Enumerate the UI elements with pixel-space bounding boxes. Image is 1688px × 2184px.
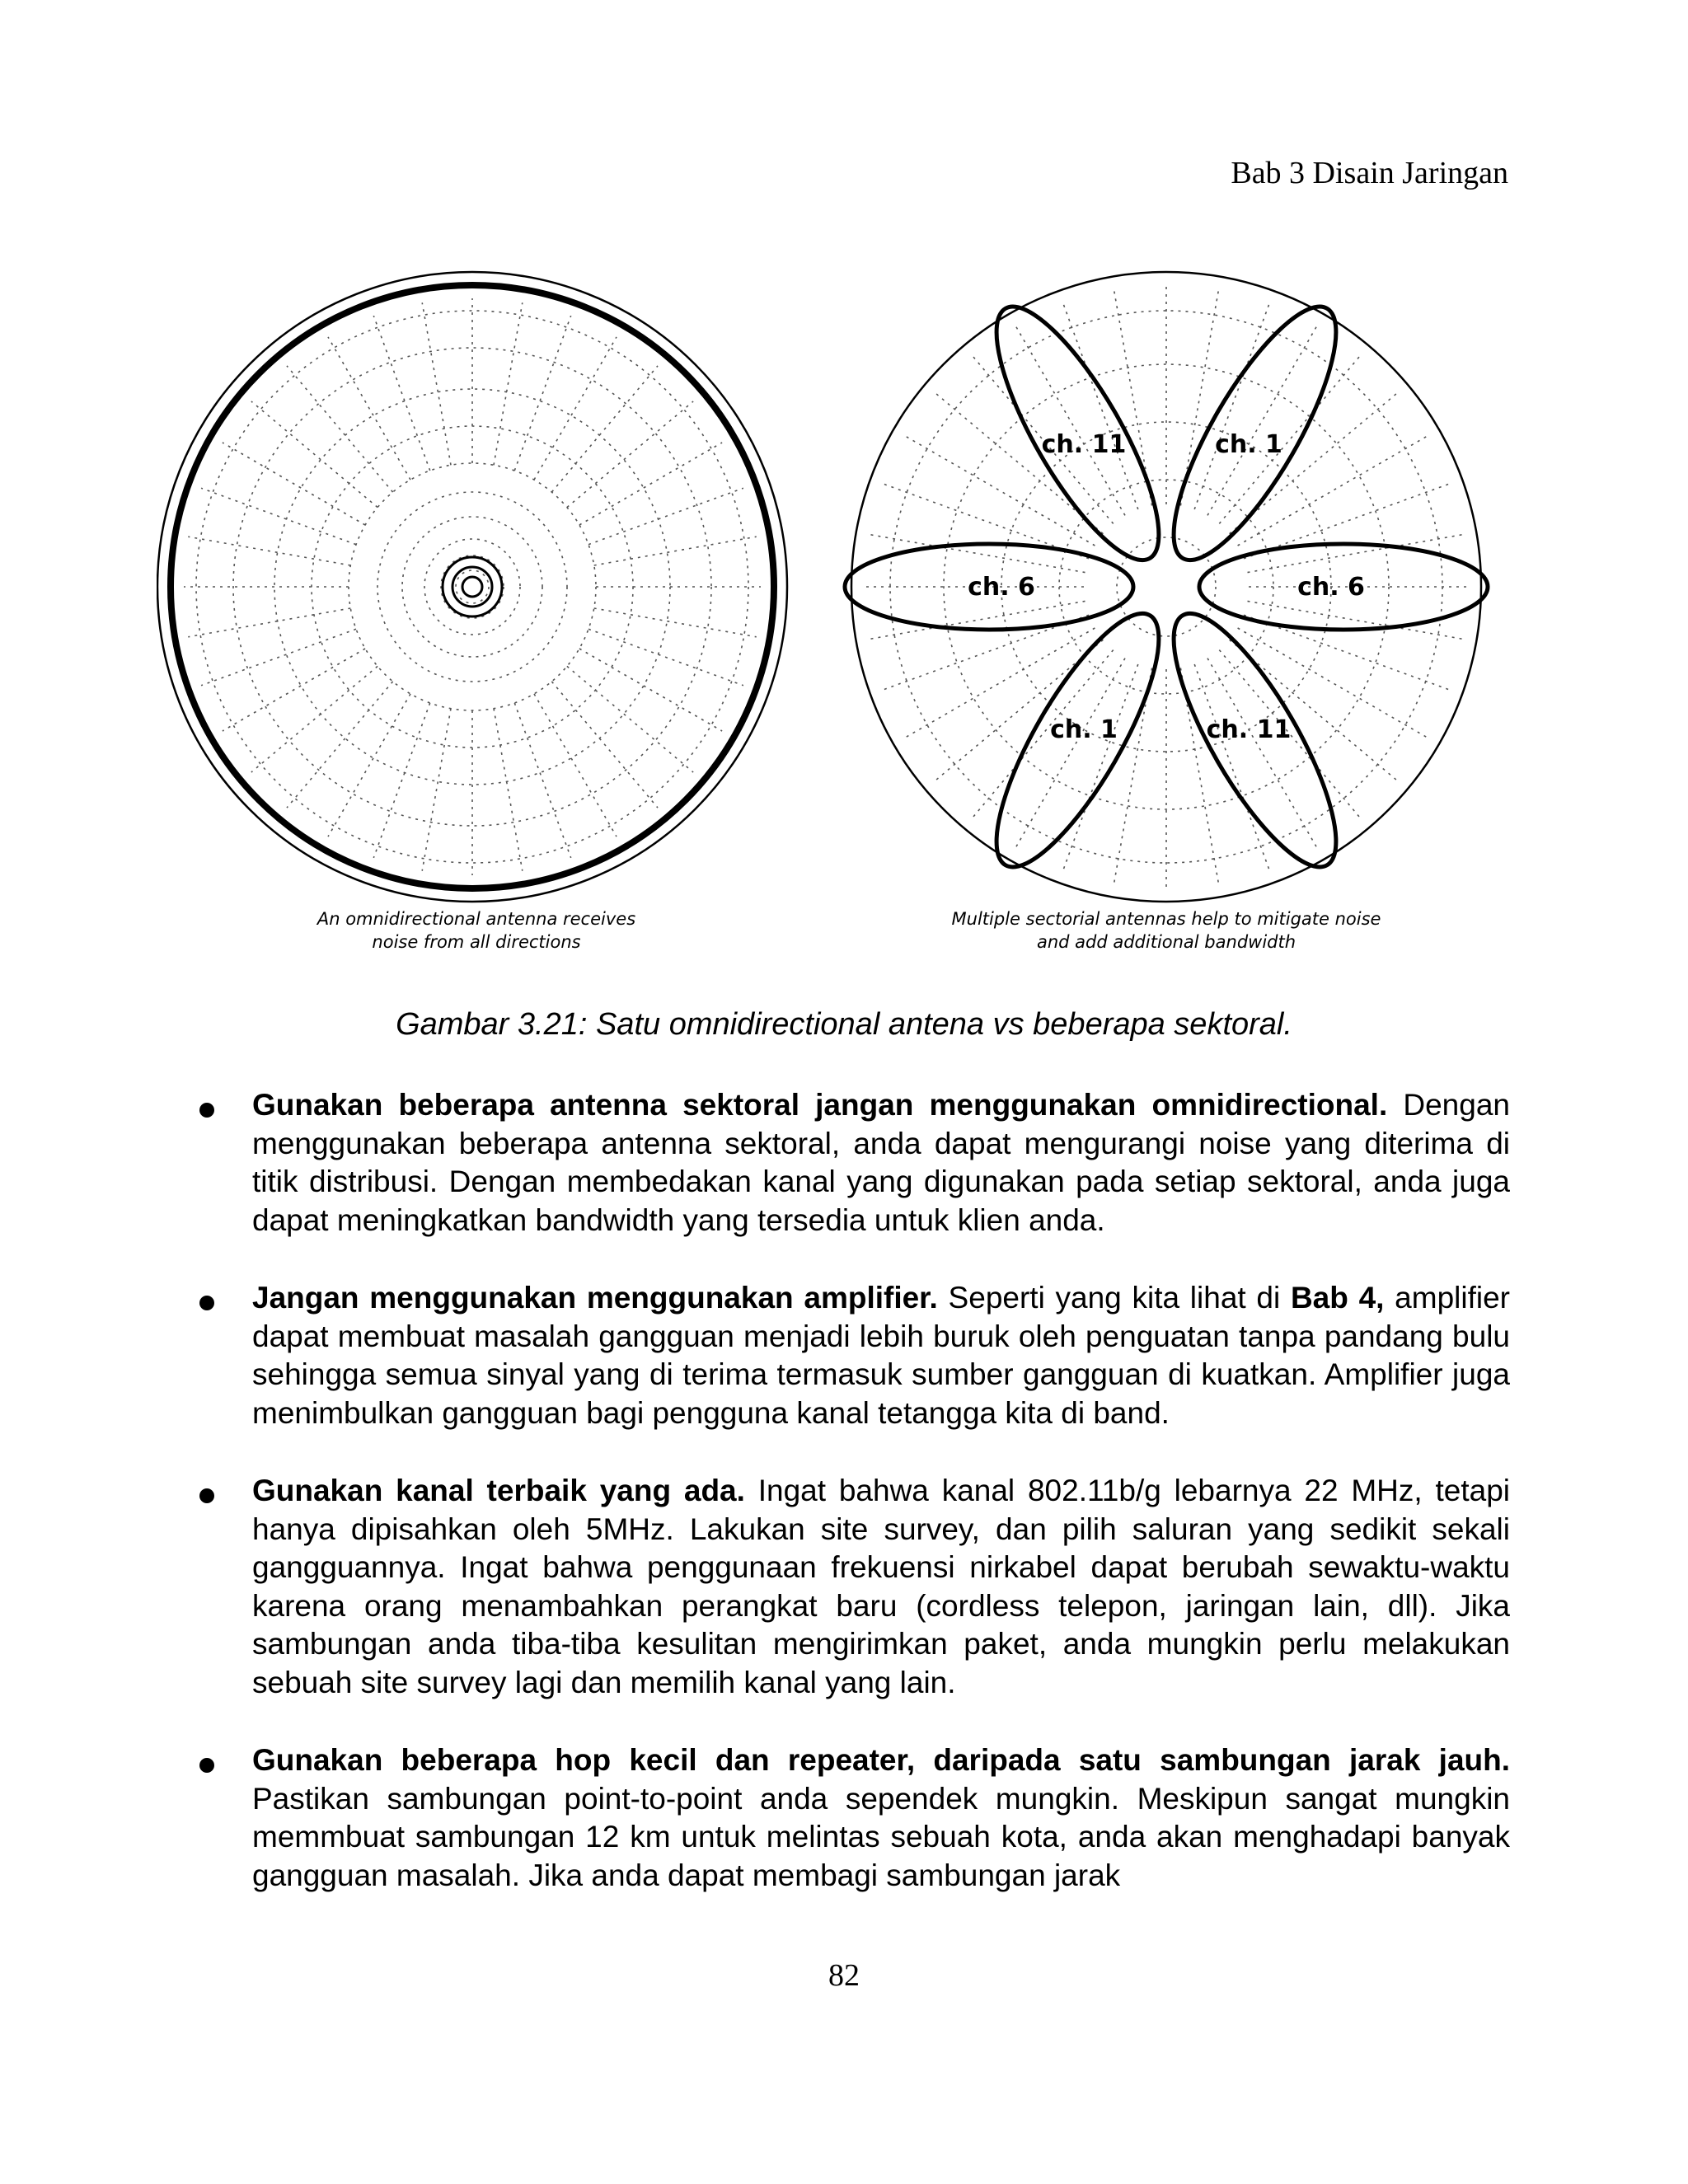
grid-spoke <box>1014 658 1125 851</box>
bullet-icon <box>199 1758 214 1773</box>
grid-spoke <box>1194 664 1270 874</box>
list-item <box>191 1741 1510 1895</box>
grid-spoke <box>1207 323 1319 516</box>
bold-lead: Jangan menggunakan menggunakan amplifier. <box>252 1281 938 1315</box>
grid-spoke <box>494 302 523 465</box>
bullet-icon <box>199 1488 214 1503</box>
grid-ring <box>312 426 633 748</box>
grid-spoke <box>594 608 757 637</box>
grid-ring <box>456 570 489 603</box>
right-figure-caption-line2: and add additional bandwidth <box>1036 932 1296 952</box>
paragraph <box>252 1472 1510 1702</box>
grid-spoke <box>201 488 356 544</box>
grid-spoke <box>534 694 617 837</box>
grid-spoke <box>251 666 377 772</box>
body-text: Ingat bahwa kanal 802.11b/g lebarnya 22 MHz, tetapi hanya dipisahkan oleh 5MHz. Lakukan site survey, dan pilih saluran yang sedikit sekali gangguannya. Ingat bahwa penggunaan frekuensi nirkabel dapat berubah sewaktu-waktu karena orang menambahkan perangkat baru (cordless telepon, jaringan lain, dll). Jika sambungan anda tiba-tiba kesulitan mengirimkan paket, anda mungkin perlu melakukan sebuah site survey lagi dan memilih kanal yang lain. <box>252 1474 1510 1699</box>
list-item <box>191 1279 1510 1432</box>
channel-label: ch. 1 <box>1215 429 1282 459</box>
right-figure-caption-line1: Multiple sectorial antennas help to mitigate noise <box>951 909 1381 929</box>
grid-spoke <box>328 694 410 837</box>
grid-spoke <box>551 682 658 808</box>
antenna-figure <box>157 247 1533 981</box>
grid-spoke <box>223 649 365 731</box>
bold-lead: Gunakan beberapa hop kecil dan repeater, daripada satu sambungan jarak jauh. <box>252 1743 1510 1777</box>
paragraph <box>252 1086 1510 1240</box>
omnidirectional-polar-plot <box>157 272 787 902</box>
figure-caption: Gambar 3.21: Satu omnidirectional antena vs beberapa sektoral. <box>396 1007 1292 1042</box>
tips-list <box>191 1086 1510 1934</box>
grid-spoke <box>567 401 693 508</box>
grid-spoke <box>567 666 693 772</box>
grid-spoke <box>579 649 722 731</box>
grid-spoke <box>188 537 350 565</box>
grid-spoke <box>1014 323 1125 516</box>
grid-spoke <box>188 608 350 637</box>
grid-spoke <box>494 709 523 871</box>
grid-spoke <box>1194 300 1270 509</box>
grid-spoke <box>514 703 570 858</box>
paragraph <box>252 1279 1510 1432</box>
grid-spoke <box>251 401 377 508</box>
bold-lead: Gunakan beberapa antenna sektoral jangan menggunakan omnidirectional. <box>252 1088 1388 1122</box>
list-item <box>191 1086 1510 1240</box>
body-text: amplifier dapat membuat masalah gangguan menjadi lebih buruk oleh penguatan tanpa pandang bulu sehingga semua sinyal yang di terima termasuk sumber gangguan di kuatkan. Amplifier juga menimbulkan gangguan bagi pengguna kanal tetangga kita di band. <box>252 1281 1510 1430</box>
sectorial-polar-plot <box>845 272 1488 902</box>
grid-spoke <box>588 488 743 544</box>
grid-spoke <box>579 443 722 525</box>
body-text: Seperti yang kita lihat di <box>937 1281 1291 1315</box>
channel-label: ch. 11 <box>1206 715 1292 745</box>
channel-label: ch. 1 <box>1050 715 1118 745</box>
grid-spoke <box>588 629 743 685</box>
grid-ring <box>402 517 542 657</box>
grid-spoke <box>514 316 570 471</box>
bold-reference: Bab 4, <box>1290 1281 1385 1315</box>
channel-label: ch. 6 <box>968 573 1035 602</box>
grid-ring <box>441 555 504 618</box>
grid-spoke <box>223 443 365 525</box>
grid-ring <box>349 463 596 710</box>
grid-ring <box>377 492 567 682</box>
left-figure-caption-line1: An omnidirectional antenna receives <box>316 909 636 929</box>
grid-spoke <box>594 537 757 565</box>
bullet-icon <box>199 1296 214 1310</box>
grid-ring <box>233 348 711 826</box>
channel-label: ch. 6 <box>1297 573 1365 602</box>
grid-spoke <box>201 629 356 685</box>
grid-spoke <box>328 337 410 480</box>
bullet-icon <box>199 1103 214 1118</box>
grid-spoke <box>1062 300 1138 509</box>
inner-ring <box>452 567 492 607</box>
grid-spoke <box>422 302 451 465</box>
list-item <box>191 1472 1510 1702</box>
grid-spoke <box>422 709 451 871</box>
body-text: Pastikan sambungan point-to-point anda sependek mungkin. Meskipun sangat mungkin memmbuat sambungan 12 km untuk melintas sebuah kota, anda akan menghadapi banyak gangguan masalah. Jika anda dapat membagi sambungan jarak <box>252 1781 1510 1892</box>
left-figure-caption-line2: noise from all directions <box>372 932 581 952</box>
page-number: 82 <box>828 1958 860 1993</box>
running-header: Bab 3 Disain Jaringan <box>1231 156 1508 190</box>
grid-spoke <box>1207 658 1319 851</box>
paragraph <box>252 1741 1510 1895</box>
body-text: Dengan menggunakan beberapa antenna sektoral, anda dapat mengurangi noise yang diterima di titik distribusi. Dengan membedakan kanal yang digunakan pada setiap sektoral, anda juga dapat meningkatkan bandwidth yang tersedia untuk klien anda. <box>252 1088 1510 1237</box>
grid-spoke <box>1062 664 1138 874</box>
grid-spoke <box>287 682 393 808</box>
grid-spoke <box>534 337 617 480</box>
bold-lead: Gunakan kanal terbaik yang ada. <box>252 1474 745 1507</box>
inner-ring <box>462 577 482 597</box>
grid-spoke <box>551 366 658 492</box>
grid-ring <box>424 539 520 635</box>
grid-spoke <box>287 366 393 492</box>
grid-spoke <box>373 316 429 471</box>
channel-label: ch. 11 <box>1041 429 1127 459</box>
grid-ring <box>1059 480 1273 694</box>
grid-ring <box>196 311 748 863</box>
grid-spoke <box>373 703 429 858</box>
